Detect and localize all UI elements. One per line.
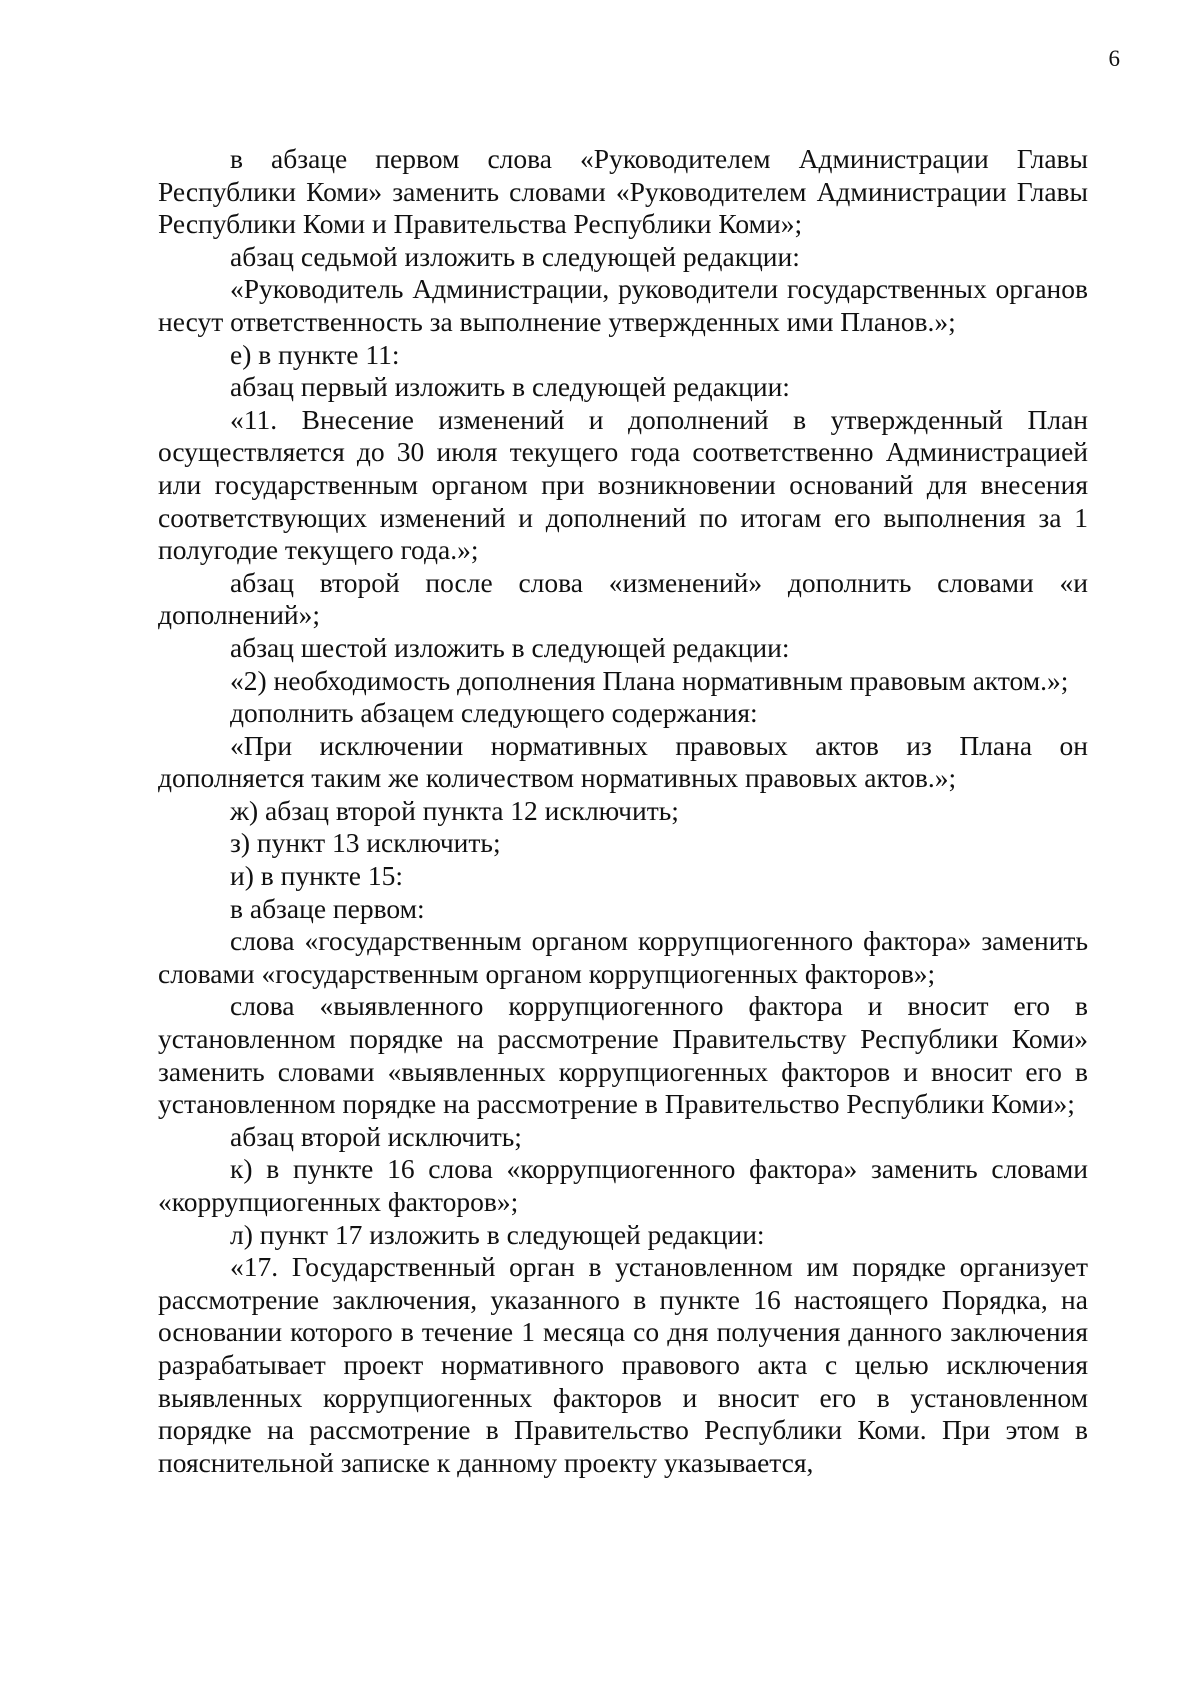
paragraph: в абзаце первом слова «Руководителем Администрации Главы Республики Коми» заменить словами «Руководителем Администрации Главы Республики Коми и Правительства Республики Коми»;: [158, 143, 1088, 240]
document-body: [158, 143, 1088, 1479]
paragraph: абзац седьмой изложить в следующей редакции:: [230, 240, 800, 272]
paragraph: е) в пункте 11:: [230, 338, 400, 370]
paragraph: з) пункт 13 исключить;: [230, 827, 501, 859]
paragraph: абзац первый изложить в следующей редакции:: [230, 371, 790, 403]
paragraph: «11. Внесение изменений и дополнений в утвержденный План осуществляется до 30 июля текущего года соответственно Администрацией или государственным органом при возникновении оснований для внесения соответствующих изменений и дополнений по итогам его выполнения за 1 полугодие текущего года.»;: [158, 403, 1088, 566]
paragraph: абзац второй после слова «изменений» дополнить словами «и дополнений»;: [158, 566, 1088, 631]
paragraph: в абзаце первом:: [230, 892, 425, 924]
paragraph: «Руководитель Администрации, руководители государственных органов несут ответственность за выполнение утвержденных ими Планов.»;: [158, 273, 1088, 337]
paragraph: к) в пункте 16 слова «коррупциогенного фактора» заменить словами «коррупциогенных факторов»;: [158, 1153, 1088, 1217]
paragraph: л) пункт 17 изложить в следующей редакции:: [230, 1218, 765, 1250]
paragraph: «2) необходимость дополнения Плана нормативным правовым актом.»;: [230, 664, 1069, 696]
paragraph: слова «выявленного коррупциогенного фактора и вносит его в установленном порядке на рассмотрение Правительству Республики Коми» заменить словами «выявленных коррупциогенных факторов и вносит его в установленном порядке на рассмотрение в Правительство Республики Коми»;: [158, 990, 1088, 1120]
paragraph: и) в пункте 15:: [230, 860, 404, 892]
paragraph: «17. Государственный орган в установленном им порядке организует рассмотрение заключения, указанного в пункте 16 настоящего Порядка, на основании которого в течение 1 месяца со дня получения данного заключения разрабатывает проект нормативного правового акта с целью исключения выявленных коррупциогенных факторов и вносит его в установленном порядке на рассмотрение в Правительство Республики Коми. При этом в пояснительной записке к данному проекту указывается,: [158, 1251, 1088, 1478]
page-number: 6: [1108, 46, 1120, 71]
paragraph: абзац второй исключить;: [230, 1120, 522, 1152]
paragraph: слова «государственным органом коррупциогенного фактора» заменить словами «государственным органом коррупциогенных факторов»;: [158, 925, 1088, 989]
paragraph: дополнить абзацем следующего содержания:: [230, 697, 758, 729]
paragraph: «При исключении нормативных правовых актов из Плана он дополняется таким же количеством нормативных правовых актов.»;: [158, 729, 1088, 794]
paragraph: ж) абзац второй пункта 12 исключить;: [230, 794, 679, 826]
paragraph: абзац шестой изложить в следующей редакции:: [230, 631, 790, 663]
